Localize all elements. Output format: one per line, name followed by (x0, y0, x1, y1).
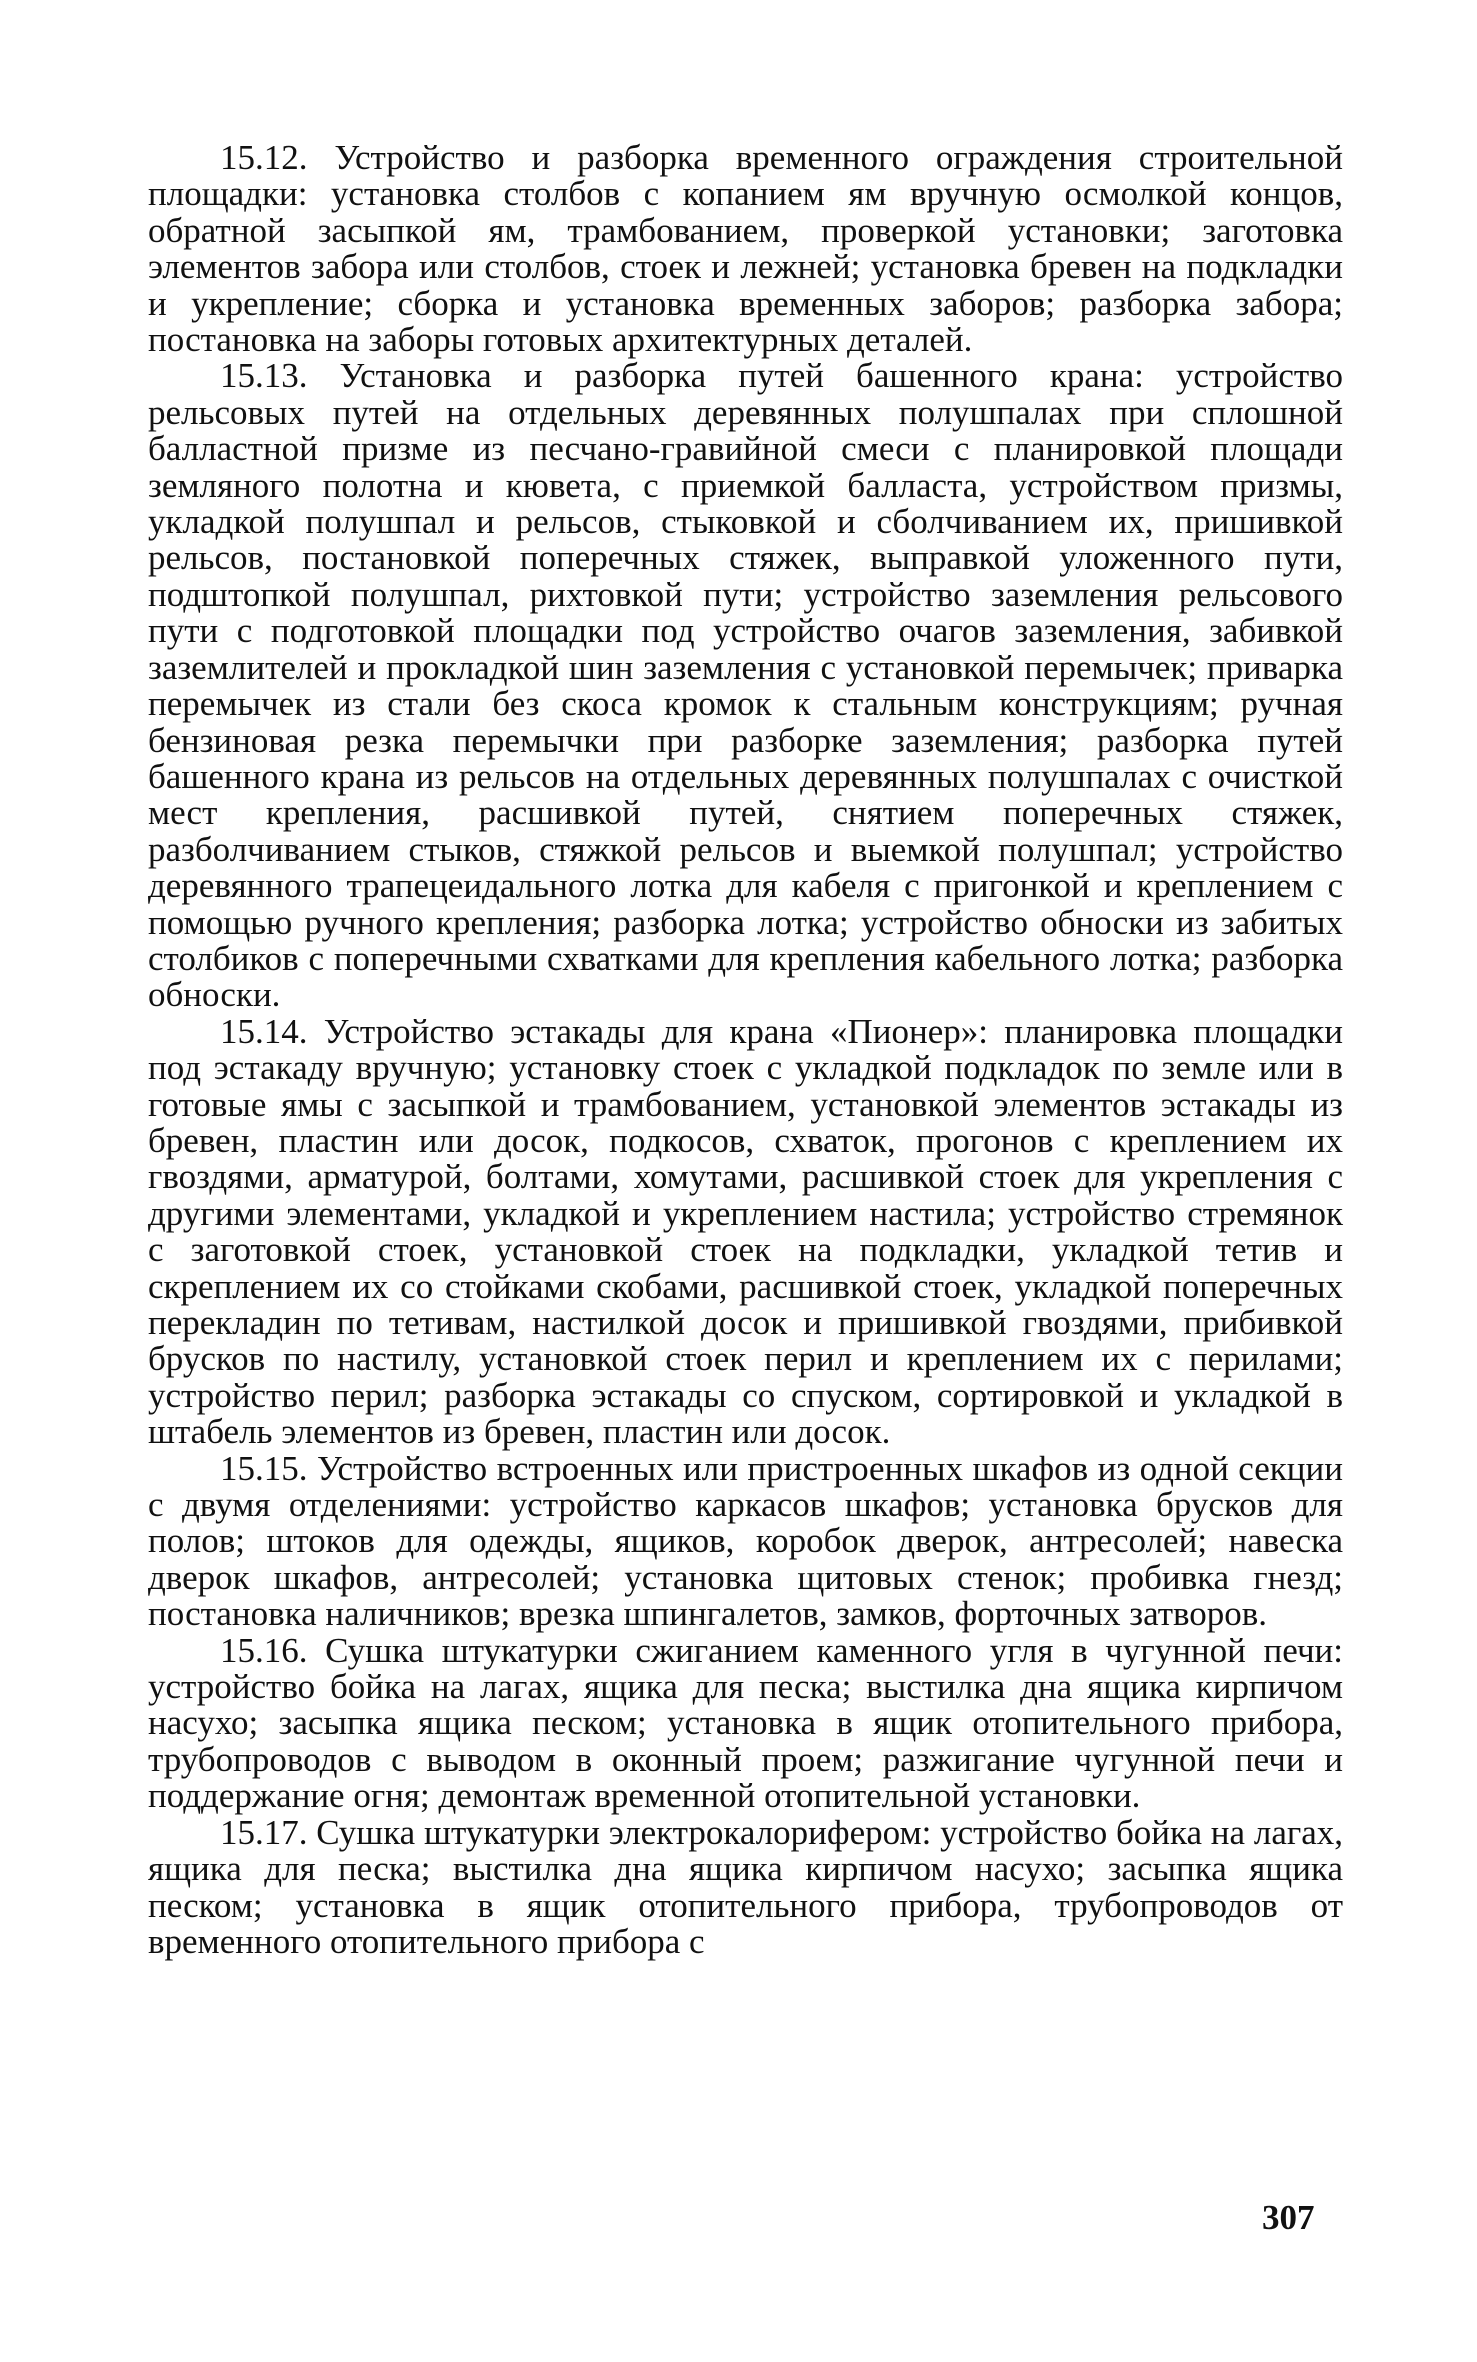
paragraph-text: Установка и разборка путей башенного крана: устройство рельсовых путей на отдельных деревянных полушпалах при сплошной балластной призме из песчано-гравийной смеси с планировкой площади земляного полотна и кювета, с приемкой балласта, устройством призмы, укладкой полушпал и рельсов, стыковкой и сболчиванием их, пришивкой рельсов, постановкой поперечных стяжек, выправкой уложенного пути, подштопкой полушпал, рихтовкой пути; устройство заземления рельсового пути с подготовкой площадки под устройство очагов заземления, забивкой заземлителей и прокладкой шин заземления с установкой перемычек; приварка перемычек из стали без скоса кромок к стальным конструкциям; ручная бензиновая резка перемычки при разборке заземления; разборка путей башенного крана из рельсов на отдельных деревянных полушпалах с очисткой мест крепления, расшивкой путей, снятием поперечных стяжек, разболчиванием стыков, стяжкой рельсов и выемкой полушпал; устройство деревянного трапецеидального лотка для кабеля с пригонкой и креплением с помощью ручного крепления; разборка лотка; устройство обноски из забитых столбиков с поперечными схватками для крепления кабельного лотка; разборка обноски. (148, 356, 1343, 1015)
paragraph-number: 15.17. (220, 1812, 308, 1852)
paragraph-text: Сушка штукатурки электрокалорифером: устройство бойка на лагах, ящика для песка; выстилка дна ящика кирпичом насухо; засыпка ящика песком; установка в ящик отопительного прибора, трубопроводов от временного отопительного прибора с (148, 1812, 1343, 1961)
page-body (148, 140, 1343, 1960)
paragraph-15-16 (148, 1630, 1343, 1816)
paragraph-number: 15.16. (220, 1630, 308, 1670)
paragraph-number: 15.15. (220, 1448, 308, 1488)
paragraph-number: 15.12. (220, 138, 308, 177)
paragraph-number: 15.14. (220, 1011, 308, 1051)
paragraph-15-15 (148, 1448, 1343, 1634)
paragraph-text: Устройство встроенных или пристроенных шкафов из одной секции с двумя отделениями: устройство каркасов шкафов; установка брусков для полов; штоков для одежды, ящиков, коробок дверок, антресолей; навеска дверок шкафов, антресолей; установка щитовых стенок; пробивка гнезд; постановка наличников; врезка шпингалетов, замков, форточных затворов. (148, 1448, 1343, 1634)
paragraph-15-13 (148, 358, 1343, 1013)
paragraph-number: 15.13. (220, 356, 308, 396)
page-number: 307 (1262, 2198, 1315, 2237)
paragraph-15-12 (148, 140, 1343, 358)
paragraph-15-14 (148, 1011, 1344, 1452)
paragraph-text: Сушка штукатурки сжиганием каменного угля в чугунной печи: устройство бойка на лагах, ящика для песка; выстилка дна ящика кирпичом насухо; засыпка ящика песком; установка в ящик отопительного прибора, трубопроводов с выводом в оконный проем; разжигание чугунной печи и поддержание огня; демонтаж временной отопительной установки. (148, 1630, 1343, 1816)
paragraph-15-17 (148, 1812, 1343, 1961)
paragraph-text: Устройство и разборка временного ограждения строительной площадки: установка столбов с копанием ям вручную осмолкой концов, обратной засыпкой ям, трамбованием, проверкой установки; заготовка элементов забора или столбов, стоек и лежней; установка бревен на подкладки и укрепление; сборка и установка временных заборов; разборка забора; постановка на заборы готовых архитектурных деталей. (148, 138, 1343, 360)
paragraph-text: Устройство эстакады для крана «Пионер»: планировка площадки под эстакаду вручную; установку стоек с укладкой подкладок по земле или в готовые ямы с засыпкой и трамбованием, установкой элементов эстакады из бревен, пластин или досок, подкосов, схваток, прогонов с креплением их гвоздями, арматурой, болтами, хомутами, расшивкой стоек для укрепления с другими элементами, укладкой и укреплением настила; устройство стремянок с заготовкой стоек, установкой стоек на подкладки, укладкой тетив и скреплением их со стойками скобами, расшивкой стоек, укладкой поперечных перекладин по тетивам, настилкой досок и пришивкой гвоздями, прибивкой брусков по настилу, установкой стоек перил и креплением их с перилами; устройство перил; разборка эстакады со спуском, сортировкой и укладкой в штабель элементов из бревен, пластин или досок. (148, 1011, 1344, 1452)
